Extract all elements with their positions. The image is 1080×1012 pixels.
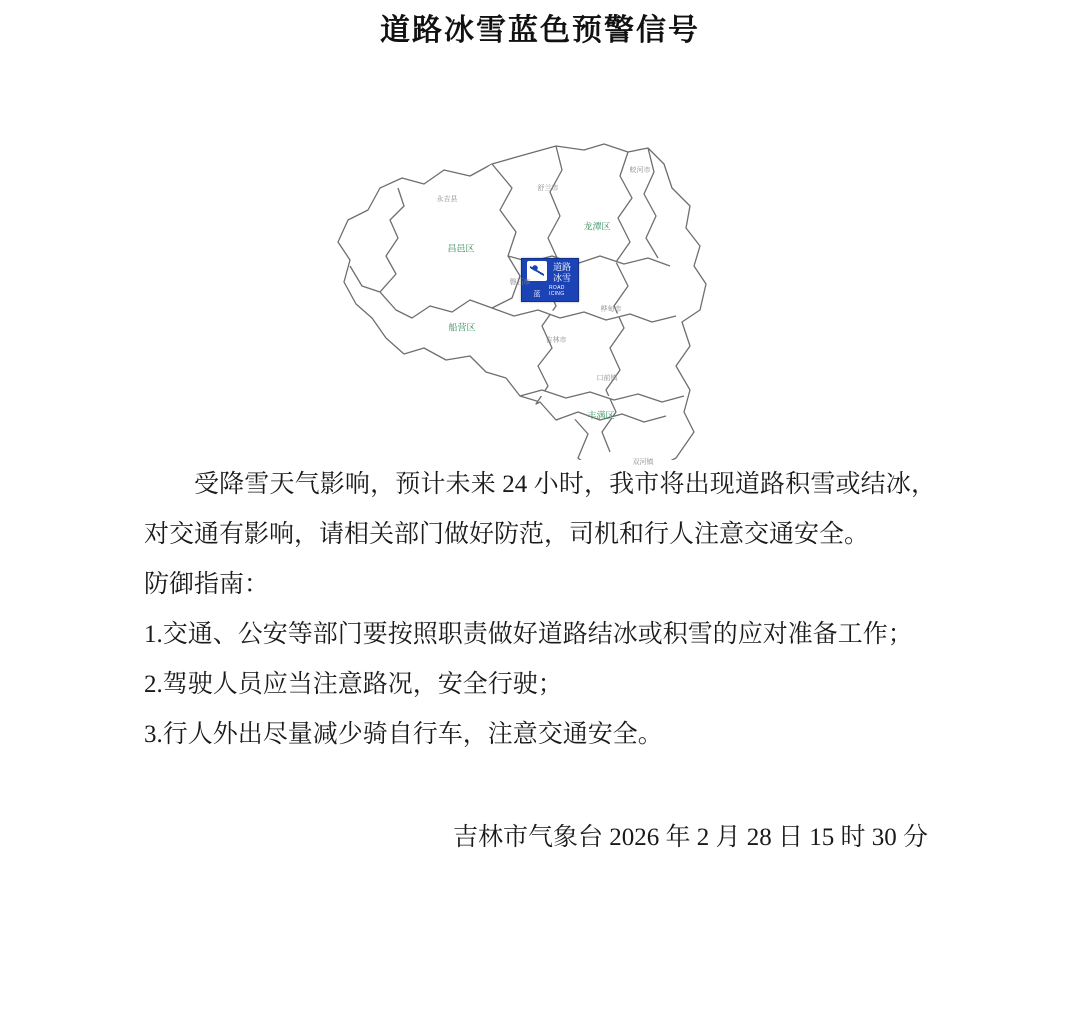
paragraph-guide-heading: 防御指南： [144,571,270,598]
map-label-minor-8: 双河镇 [632,459,654,466]
issuer-signature: 吉林市气象台 2026 年 2 月 28 日 15 时 30 分 [452,824,928,851]
map-label-minor-1: 舒兰市 [537,185,559,192]
map-label-minor-6: 吉林市 [545,337,567,344]
map-label-minor-3: 永吉县 [436,196,458,203]
map-label-minor-7: 口前镇 [596,375,618,382]
map-label-minor-4: 磐石市 [509,279,531,286]
map-label-minor-5: 桦甸市 [600,306,622,313]
page-title: 道路冰雪蓝色预警信号 [380,14,700,47]
map-label-changyi: 昌邑区 [447,243,475,254]
sign-right-block [549,263,575,298]
map-label-chuanying: 船营区 [448,322,476,333]
map-label-fengman: 丰满区 [587,410,615,421]
sign-text-line2: 冰雪 [552,273,571,283]
warning-body [144,460,936,760]
map-label-longtan: 龙潭区 [583,221,611,232]
sign-text-english: ROAD ICING [549,285,565,298]
sign-text-line1: 道路 [552,261,571,272]
sign-level-label: 蓝 [533,291,541,298]
paragraph-summary: 受降雪天气影响，预计未来 24 小时，我市将出现道路积雪或结冰，对交通有影响，请相关部门做好防范，司机和行人注意交通安全。 [144,471,936,548]
paragraph-guide-3: 3.行人外出尽量减少骑自行车，注意交通安全。 [144,721,663,748]
map-figure [0,60,1080,466]
map-label-minor-2: 蛟河市 [629,167,651,174]
paragraph-guide-1: 1.交通、公安等部门要按照职责做好道路结冰或积雪的应对准备工作； [144,621,913,648]
paragraph-guide-2: 2.驾驶人员应当注意路况，安全行驶； [144,671,563,698]
